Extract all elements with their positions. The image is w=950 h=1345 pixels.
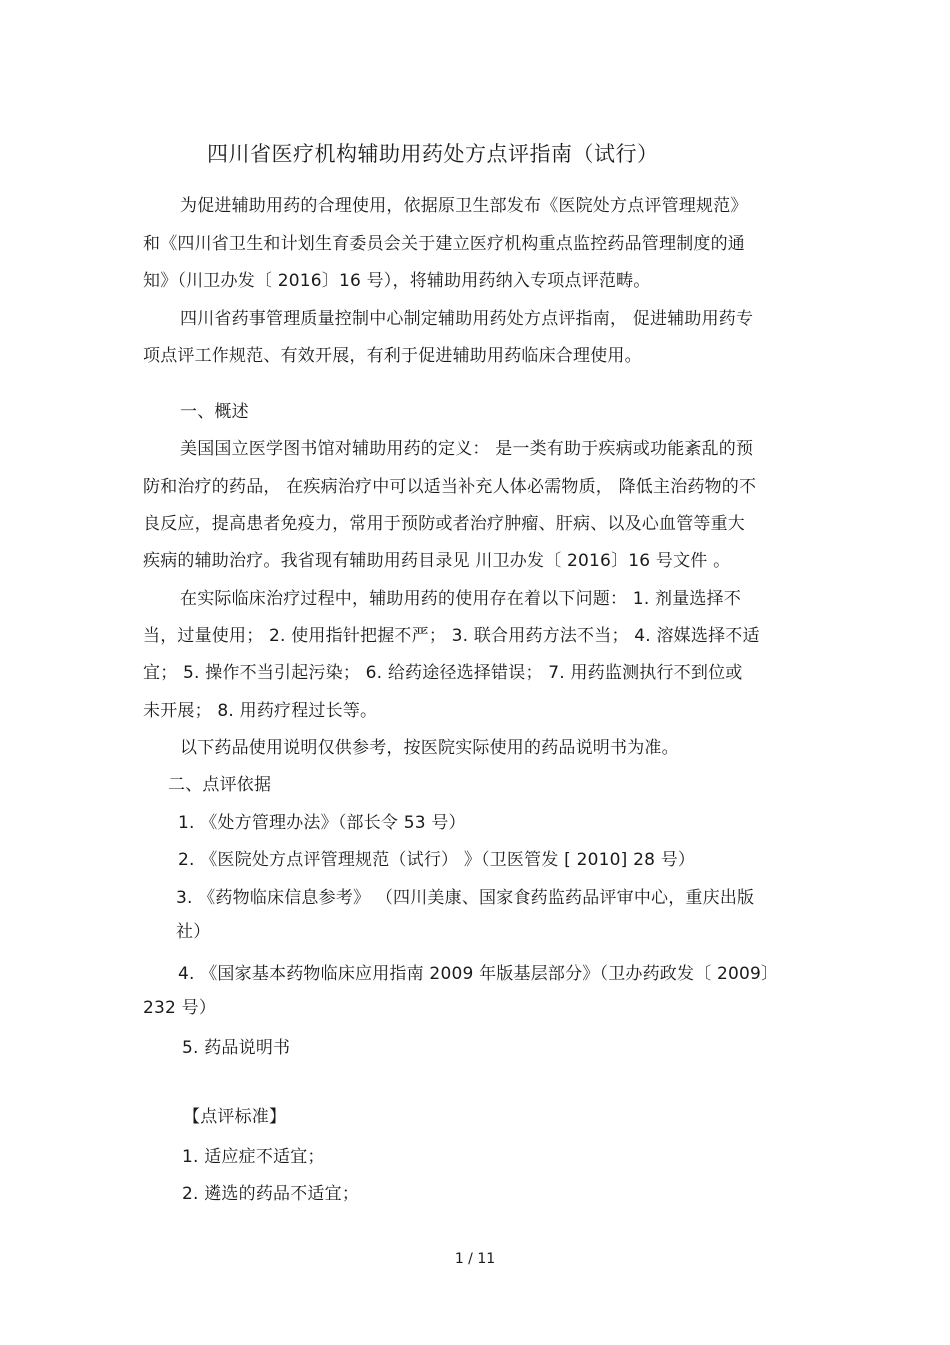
basis-item-3-line-2: 社）	[176, 922, 211, 942]
basis-item-4-line-1: 4. 《国家基本药物临床应用指南 2009 年版基层部分》（卫办药政发〔 2009〕	[178, 964, 779, 984]
overview-paragraph-2-line-4: 未开展； 8. 用药疗程过长等。	[143, 701, 378, 721]
criteria-item-2: 2. 遴选的药品不适宜；	[182, 1184, 360, 1204]
section-heading-basis: 二、点评依据	[168, 775, 272, 795]
basis-item-5: 5. 药品说明书	[182, 1038, 291, 1058]
overview-paragraph-1-line-2: 防和治疗的药品， 在疾病治疗中可以适当补充人体必需物质， 降低主治药物的不	[143, 477, 757, 497]
overview-paragraph-2-line-3: 宜； 5. 操作不当引起污染； 6. 给药途径选择错误； 7. 用药监测执行不到位或	[143, 663, 743, 683]
intro-paragraph-2-line-1: 四川省药事管理质量控制中心制定辅助用药处方点评指南， 促进辅助用药专	[180, 309, 754, 329]
overview-paragraph-3-line-1: 以下药品使用说明仅供参考，按医院实际使用的药品说明书为准。	[180, 738, 679, 758]
page-number: 1 / 11	[454, 1251, 496, 1267]
overview-paragraph-1-line-4: 疾病的辅助治疗。我省现有辅助用药目录见 川卫办发〔 2016〕16 号文件 。	[143, 551, 731, 571]
intro-paragraph-1-line-2: 和《四川省卫生和计划生育委员会关于建立医疗机构重点监控药品管理制度的通	[143, 234, 745, 254]
overview-paragraph-2-line-2: 当，过量使用； 2. 使用指针把握不严； 3. 联合用药方法不当； 4. 溶媒选择不适	[143, 626, 760, 646]
document-title: 四川省医疗机构辅助用药处方点评指南（试行）	[207, 142, 659, 166]
basis-item-3-line-1: 3. 《药物临床信息参考》 （四川美康、国家食药监药品评审中心，重庆出版	[176, 888, 755, 908]
overview-paragraph-2-line-1: 在实际临床治疗过程中，辅助用药的使用存在着以下问题： 1. 剂量选择不	[180, 589, 742, 609]
section-heading-overview: 一、概述	[180, 402, 249, 422]
criteria-item-1: 1. 适应症不适宜；	[182, 1147, 325, 1167]
basis-item-1: 1. 《处方管理办法》（部长令 53 号）	[178, 813, 466, 833]
basis-item-2: 2. 《医院处方点评管理规范（试行） 》（卫医管发 [ 2010] 28 号）	[178, 850, 696, 870]
intro-paragraph-1-line-1: 为促进辅助用药的合理使用，依据原卫生部发布《医院处方点评管理规范》	[180, 196, 748, 216]
criteria-heading: 【点评标准】	[183, 1107, 287, 1127]
intro-paragraph-1-line-3: 知》（川卫办发〔 2016〕16 号），将辅助用药纳入专项点评范畴。	[143, 271, 651, 291]
basis-item-4-line-2: 232 号）	[143, 998, 217, 1018]
overview-paragraph-1-line-1: 美国国立医学图书馆对辅助用药的定义： 是一类有助于疾病或功能紊乱的预	[180, 439, 754, 459]
overview-paragraph-1-line-3: 良反应，提高患者免疫力，常用于预防或者治疗肿瘤、肝病、以及心血管等重大	[143, 514, 745, 534]
intro-paragraph-2-line-2: 项点评工作规范、有效开展，有利于促进辅助用药临床合理使用。	[143, 346, 642, 366]
